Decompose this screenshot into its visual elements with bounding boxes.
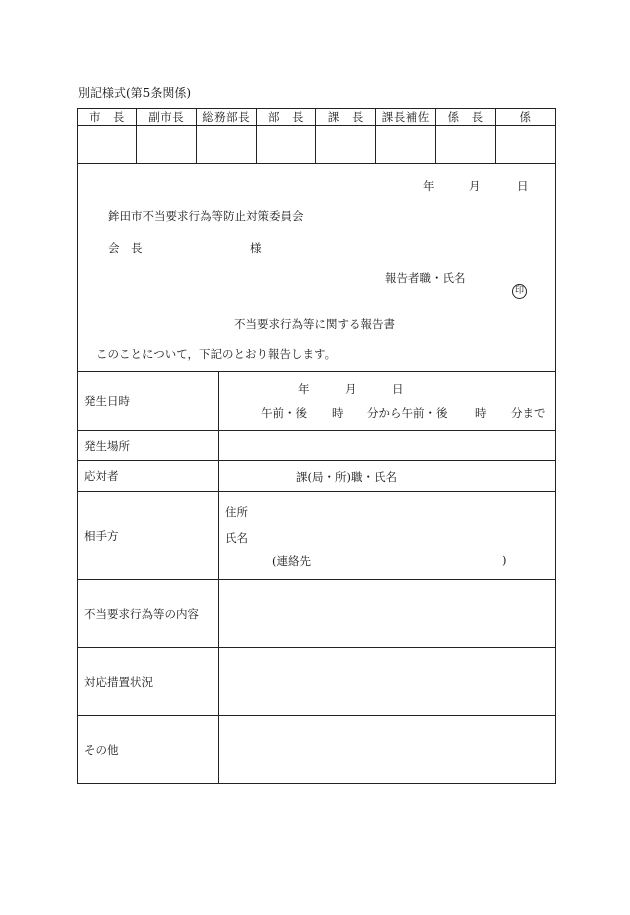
address-label: 住所 (225, 505, 248, 519)
contact-open: (連絡先 (272, 554, 311, 568)
approval-header-mayor: 市 長 (78, 109, 137, 126)
responder-field[interactable] (219, 461, 556, 492)
approval-stamp-cell[interactable] (436, 126, 496, 164)
contact-close: ) (502, 553, 507, 567)
approval-header-assistant-section-chief: 課長補佐 (376, 109, 436, 126)
content-label: 不当要求行為等の内容 (78, 580, 219, 648)
approval-header-staff: 係 (496, 109, 556, 126)
responder-value: 課(局・所)職・氏名 (296, 470, 397, 484)
dt-to-minute: 分まで (511, 406, 546, 420)
reporter-position-name-label: 報告者職・氏名 (385, 271, 466, 285)
dt-month: 月 (345, 382, 357, 396)
approval-header-section-chief: 課 長 (316, 109, 376, 126)
approval-stamp-cell[interactable] (78, 126, 137, 164)
seal-icon: 印 (512, 284, 527, 299)
dt-day: 日 (392, 382, 404, 396)
responder-label: 応対者 (78, 461, 219, 492)
dt-from-ampm: 午前・後 (261, 406, 307, 420)
approval-header-deputy-mayor: 副市長 (136, 109, 196, 126)
other-label: その他 (78, 716, 219, 784)
dt-to-hour: 時 (475, 406, 487, 420)
form-label: 別記様式(第5条関係) (78, 86, 191, 100)
recipient-title: 会 長 (108, 241, 143, 255)
approval-stamp-cell[interactable] (196, 126, 256, 164)
approval-header-unit-chief: 係 長 (436, 109, 496, 126)
measures-field[interactable] (219, 648, 556, 716)
other-field[interactable] (219, 716, 556, 784)
report-header-section (77, 164, 556, 372)
approval-stamp-cell[interactable] (256, 126, 316, 164)
counterpart-label: 相手方 (78, 492, 219, 580)
approval-stamp-cell[interactable] (496, 126, 556, 164)
occurrence-datetime-field[interactable] (219, 372, 556, 431)
dt-year: 年 (298, 382, 310, 396)
document-title: 不当要求行為等に関する報告書 (234, 317, 395, 331)
approval-header-general-affairs-director: 総務部長 (196, 109, 256, 126)
approval-stamp-table (77, 108, 556, 164)
occurrence-datetime-label: 発生日時 (78, 372, 219, 431)
report-details-table (77, 371, 556, 784)
recipient-honorific: 様 (250, 241, 262, 255)
name-label: 氏名 (225, 531, 248, 545)
date-month: 月 (469, 179, 481, 193)
approval-stamp-cell[interactable] (376, 126, 436, 164)
measures-label: 対応措置状況 (78, 648, 219, 716)
approval-header-department-head: 部 長 (256, 109, 316, 126)
date-year: 年 (423, 179, 435, 193)
approval-stamp-cell[interactable] (136, 126, 196, 164)
approval-stamp-cell[interactable] (316, 126, 376, 164)
dt-from-hour: 時 (332, 406, 344, 420)
date-day: 日 (517, 179, 529, 193)
content-field[interactable] (219, 580, 556, 648)
place-field[interactable] (219, 431, 556, 461)
intro-text: このことについて，下記のとおり報告します。 (96, 347, 337, 361)
dt-from-minute: 分から午前・後 (367, 406, 448, 420)
recipient-organization: 鉾田市不当要求行為等防止対策委員会 (108, 209, 304, 223)
counterpart-field[interactable] (219, 492, 556, 580)
place-label: 発生場所 (78, 431, 219, 461)
